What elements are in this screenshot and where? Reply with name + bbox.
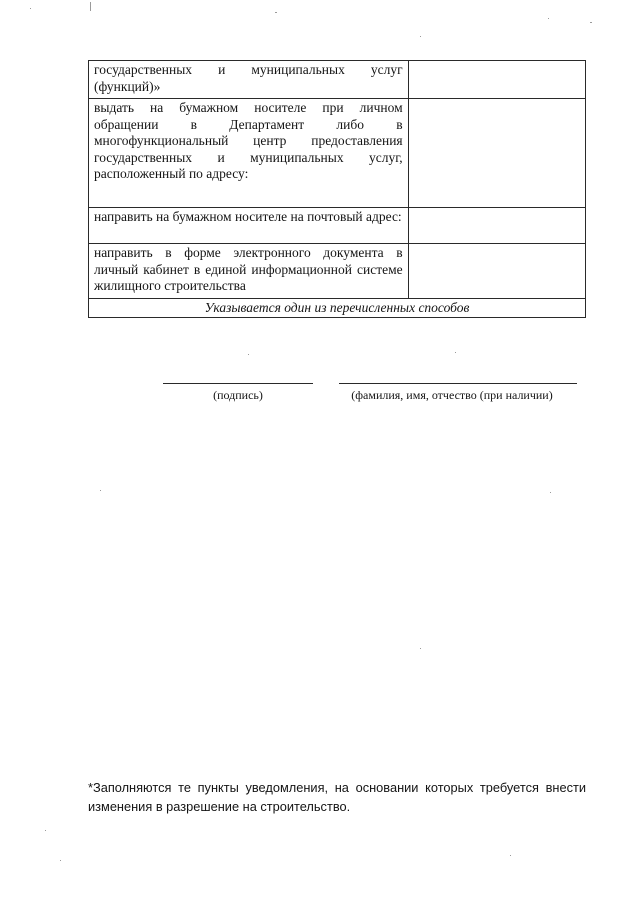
row-text: государственных и муниципальных услуг (функций)»: [89, 61, 409, 99]
full-name-line[interactable]: [339, 383, 577, 384]
signature-line[interactable]: [163, 383, 313, 384]
row-mark-cell[interactable]: [408, 244, 585, 299]
row-text: направить в форме электронного документа в личный кабинет в единой информационной системе жилищного строительства: [89, 244, 409, 299]
row-mark-cell[interactable]: [408, 208, 585, 244]
row-text: выдать на бумажном носителе при личном обращении в Департамент либо в многофункциональный центр предоставления государственных и муниципальных услуг, расположенный по адресу:: [89, 99, 409, 208]
row-text: направить на бумажном носителе на почтовый адрес:: [89, 208, 409, 244]
table-row: [89, 61, 586, 99]
signature-caption: (подпись): [213, 388, 263, 402]
table-row: [89, 99, 586, 208]
table-row: [89, 299, 586, 318]
table-row: [89, 208, 586, 244]
table-note: Указывается один из перечисленных способов: [89, 299, 586, 318]
delivery-method-table: [88, 60, 586, 318]
row-mark-cell[interactable]: [408, 99, 585, 208]
table-row: [89, 244, 586, 299]
footnote: *Заполняются те пункты уведомления, на основании которых требуется внести изменения в разрешение на строительство.: [88, 780, 586, 814]
row-mark-cell[interactable]: [408, 61, 585, 99]
full-name-caption: (фамилия, имя, отчество (при наличии): [351, 388, 553, 402]
